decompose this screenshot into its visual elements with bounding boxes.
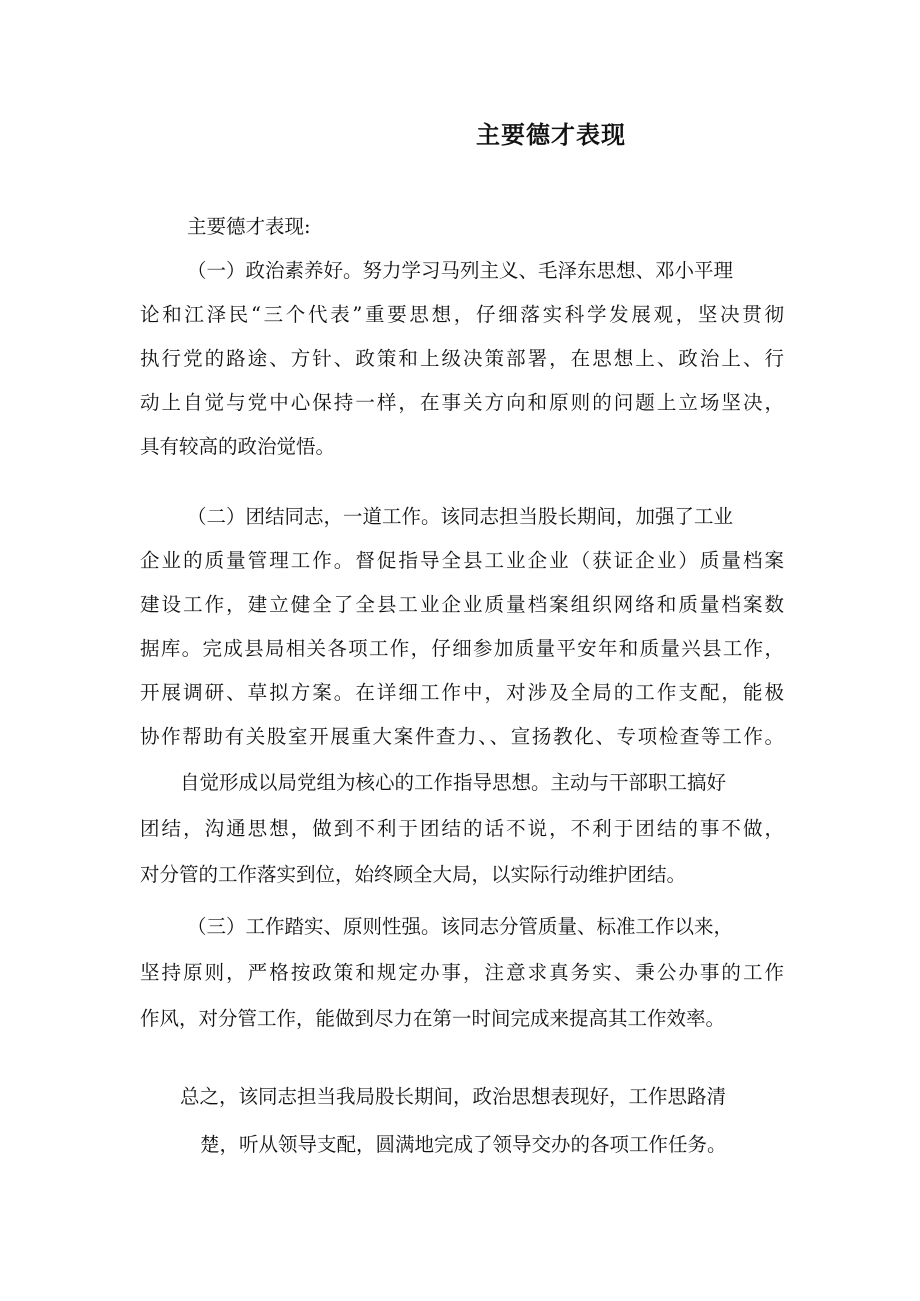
section-heading: 主要德才表现: bbox=[187, 215, 311, 238]
paragraph-line: 楚，听从领导支配，圆满地完成了领导交办的各项工作任务。 bbox=[200, 1133, 727, 1156]
paragraph-line: 建设工作，建立健全了全县工业企业质量档案组织网络和质量档案数 bbox=[140, 593, 784, 616]
page-title: 主要德才表现 bbox=[476, 121, 626, 149]
paragraph-line: 据库。完成县局相关各项工作，仔细参加质量平安年和质量兴县工作， bbox=[140, 637, 784, 660]
paragraph-line: 开展调研、草拟方案。在详细工作中，对涉及全局的工作支配，能极 bbox=[140, 681, 784, 704]
paragraph-line: （一）政治素养好。努力学习马列主义、毛泽东思想、邓小平理 bbox=[187, 259, 734, 282]
paragraph-line: 作风，对分管工作，能做到尽力在第一时间完成来提高其工作效率。 bbox=[140, 1007, 726, 1030]
paragraph-line: 总之，该同志担当我局股长期间，政治思想表现好，工作思路清 bbox=[180, 1085, 727, 1108]
paragraph-line: （二）团结同志，一道工作。该同志担当股长期间，加强了工业 bbox=[187, 505, 734, 528]
paragraph-line: 协作帮助有关股室开展重大案件查力、、宣扬教化、专项检查等工作。 bbox=[140, 725, 784, 748]
paragraph-line: 动上自觉与党中心保持一样，在事关方向和原则的问题上立场坚决， bbox=[140, 391, 784, 414]
paragraph-line: 论和江泽民“三个代表”重要思想，仔细落实科学发展观，坚决贯彻 bbox=[140, 303, 784, 326]
paragraph-line: 企业的质量管理工作。督促指导全县工业企业（获证企业）质量档案 bbox=[140, 549, 784, 572]
paragraph-line: 自觉形成以局党组为核心的工作指导思想。主动与干部职工搞好 bbox=[180, 771, 727, 794]
paragraph-line: 对分管的工作落实到位，始终顾全大局，以实际行动维护团结。 bbox=[140, 863, 687, 886]
paragraph-line: 具有较高的政治觉悟。 bbox=[140, 435, 336, 458]
paragraph-line: 团结，沟通思想，做到不利于团结的话不说，不利于团结的事不做， bbox=[140, 817, 784, 840]
paragraph-line: 坚持原则，严格按政策和规定办事，注意求真务实、秉公办事的工作 bbox=[140, 961, 784, 984]
paragraph-line: 执行党的路途、方针、政策和上级决策部署，在思想上、政治上、行 bbox=[140, 347, 784, 370]
paragraph-line: （三）工作踏实、原则性强。该同志分管质量、标准工作以来， bbox=[187, 915, 734, 938]
